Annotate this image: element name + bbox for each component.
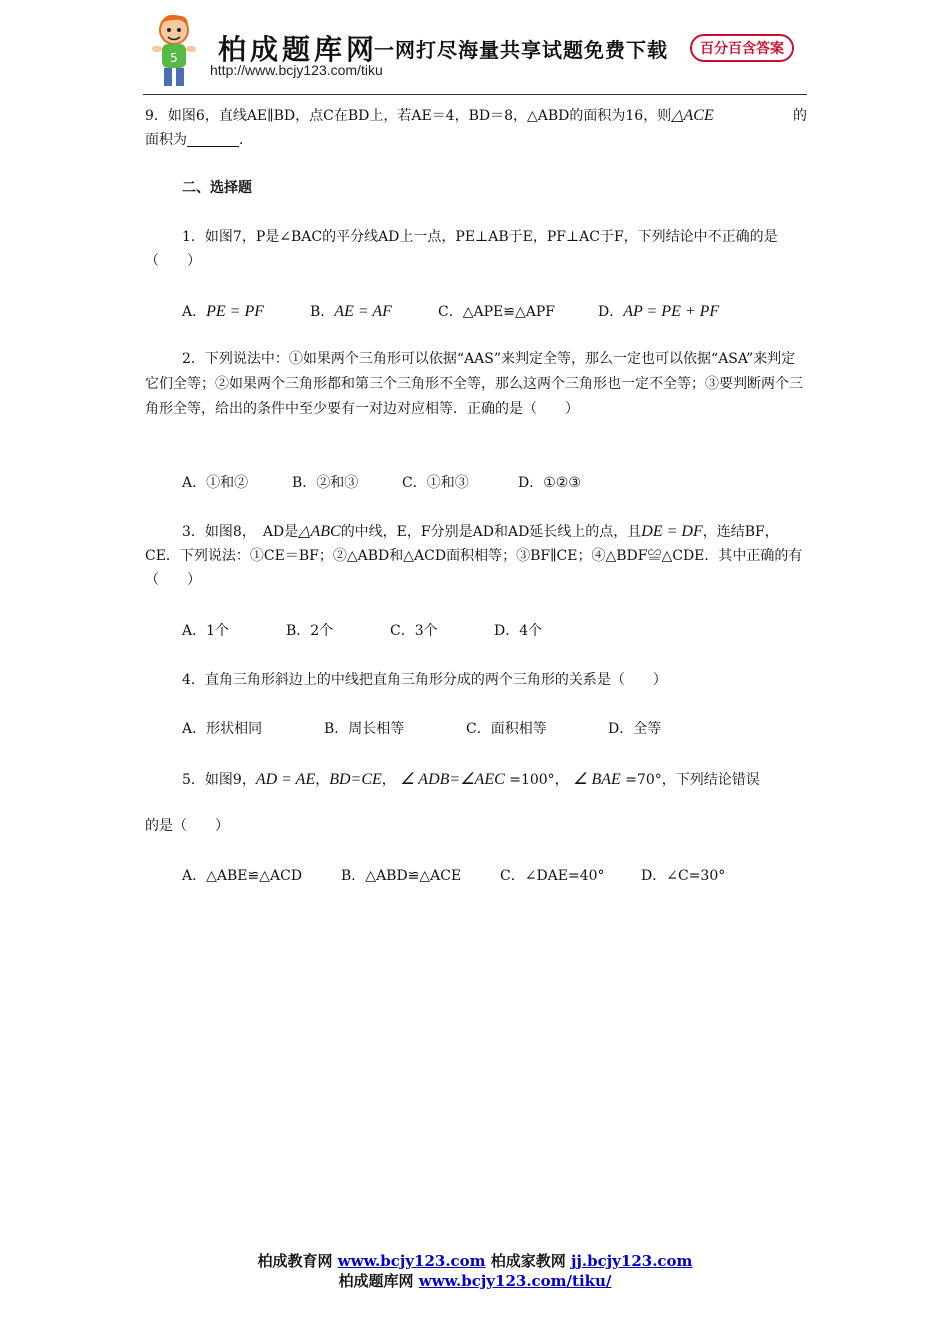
question-5-line2: 的是（ ） xyxy=(145,818,229,834)
q9-text: 9．如图6，直线AE∥BD，点C在BD上，若AE＝4，BD＝8，△ABD的面积为16，则 xyxy=(145,108,672,124)
mascot-logo-icon xyxy=(146,12,202,92)
option-c[interactable]: C．△APE≌△APF xyxy=(438,304,555,320)
question-9 xyxy=(145,104,807,152)
option-b[interactable]: B．△ABD≌△ACE xyxy=(341,868,462,884)
question-4-options xyxy=(182,717,661,741)
question-5: 5．如图9，AD = AE，BD=CE， ∠ ADB=∠AEC =100°， ∠ BAE =70°，下列结论错误 xyxy=(182,771,760,788)
svg-text:5: 5 xyxy=(170,51,178,65)
footer-line-2 xyxy=(0,1270,950,1291)
option-a[interactable]: A．△ABE≌△ACD xyxy=(182,868,303,884)
question-1-options xyxy=(182,300,719,324)
footer-link-tiku[interactable]: www.bcjy123.com/tiku/ xyxy=(418,1272,612,1290)
question-3-options xyxy=(182,619,542,643)
option-b[interactable]: B．2个 xyxy=(286,623,334,639)
q9-text-2: 面积为 xyxy=(145,132,187,148)
option-c[interactable]: C．①和③ xyxy=(402,475,469,491)
option-d[interactable]: D．∠C=30° xyxy=(641,868,726,884)
footer-line-1 xyxy=(0,1250,950,1271)
section-heading: 二、选择题 xyxy=(182,180,252,196)
option-d[interactable]: D．全等 xyxy=(608,721,662,737)
question-2: 2．下列说法中：①如果两个三角形可以依据“AAS”来判定全等，那么一定也可以依据“ASA”来判定它们全等；②如果两个三角形都和第三个三角形不全等，那么这两个三角形也一定不全等；③要判断两个三角形全等，给出的条件中至少要有一对边对应相等．正确的是（ ） xyxy=(145,351,803,417)
footer-label: 柏成教育网 xyxy=(257,1252,333,1270)
question-2-options xyxy=(182,471,581,495)
option-b[interactable]: B．AE = AF xyxy=(310,303,392,320)
option-c[interactable]: C．面积相等 xyxy=(466,721,547,737)
option-d[interactable]: D．①②③ xyxy=(518,475,581,491)
site-url: http://www.bcjy123.com/tiku xyxy=(210,62,383,78)
site-name: 柏成题库网 xyxy=(218,33,379,66)
option-a[interactable]: A．①和② xyxy=(182,475,249,491)
option-a[interactable]: A．形状相同 xyxy=(182,721,263,737)
question-3: 3．如图8， AD是△ABC的中线，E，F分别是AD和AD延长线上的点，且DE = DF，连结BF，CE．下列说法：①CE＝BF；②△ABD和△ACD面积相等；③BF∥CE；④△BDF≌△CDE．其中正确的有（ ） xyxy=(145,523,803,588)
option-c[interactable]: C．∠DAE=40° xyxy=(500,868,605,884)
option-a[interactable]: A．1个 xyxy=(182,623,230,639)
question-5-options xyxy=(182,864,725,888)
site-slogan: 一网打尽海量共享试题免费下载 xyxy=(374,38,668,62)
option-b[interactable]: B．②和③ xyxy=(292,475,359,491)
footer-link-edu[interactable]: www.bcjy123.com xyxy=(337,1252,486,1270)
site-header xyxy=(140,8,808,92)
q9-math: △ACE xyxy=(671,107,714,124)
q9-tail: 的 xyxy=(793,108,807,124)
footer-label: 柏成题库网 xyxy=(338,1272,414,1290)
answer-blank xyxy=(187,130,239,147)
question-1: 1．如图7，P是∠BAC的平分线AD上一点，PE⊥AB于E，PF⊥AC于F，下列结论中不正确的是（ ） xyxy=(145,229,778,269)
footer-link-tutor[interactable]: jj.bcjy123.com xyxy=(571,1252,693,1270)
header-divider xyxy=(143,94,807,95)
footer-label: 柏成家教网 xyxy=(490,1252,566,1270)
answers-badge: 百分百含答案 xyxy=(690,34,794,62)
option-d[interactable]: D．4个 xyxy=(494,623,543,639)
option-d[interactable]: D．AP = PE + PF xyxy=(598,303,720,320)
option-c[interactable]: C．3个 xyxy=(390,623,438,639)
option-b[interactable]: B．周长相等 xyxy=(324,721,405,737)
option-a[interactable]: A．PE = PF xyxy=(182,303,265,320)
q9-end: ． xyxy=(239,132,253,148)
question-4: 4．直角三角形斜边上的中线把直角三角形分成的两个三角形的关系是（ ） xyxy=(182,672,667,688)
